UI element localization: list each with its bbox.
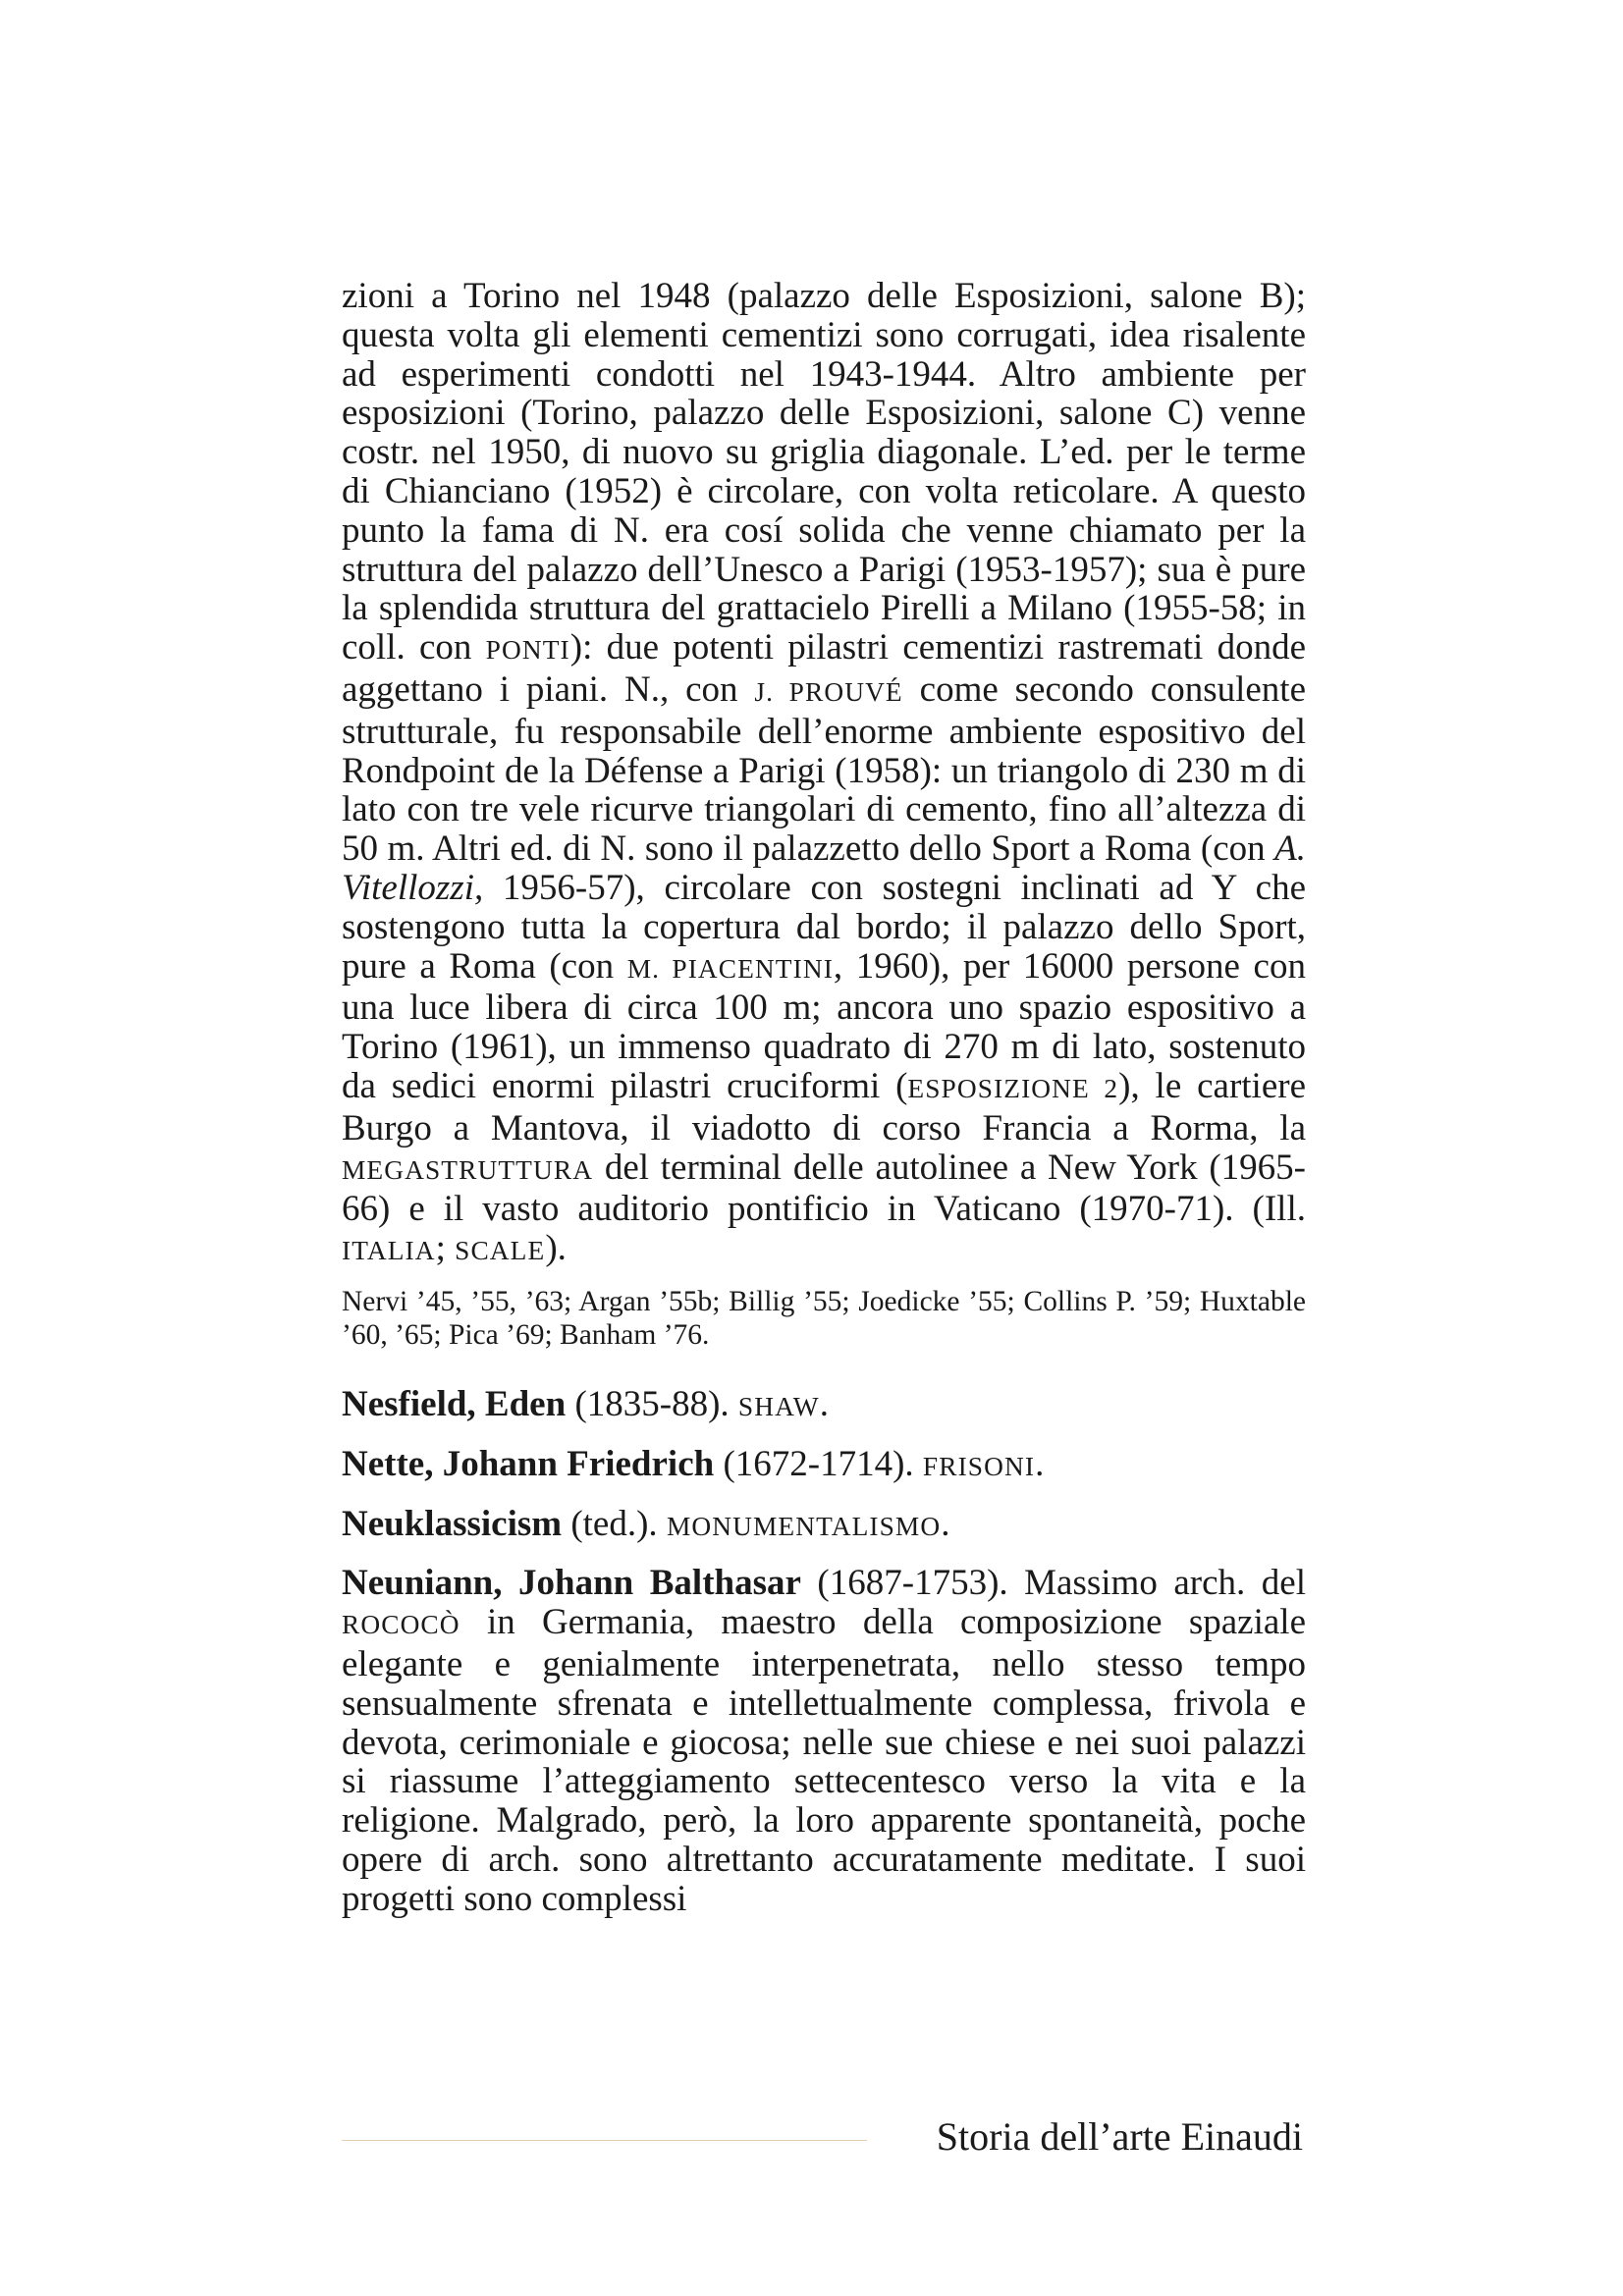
nervi-text-8: ; (435, 1228, 456, 1269)
entry-tail: . (1035, 1443, 1045, 1484)
entry-dates: (ted.). (562, 1503, 667, 1544)
nervi-text-1: zioni a Torino nel 1948 (palazzo delle Esposizioni, salone B); questa volta gli elementi cementizi sono corrugati, idea risalente ad esperimenti condotti nel 1943-1944. Altro ambiente per esposizioni (Torino, palazzo delle Esposizioni, salone C) venne costr. nel 1950, di nuovo su griglia diagonale. L’ed. per le terme di Chianciano (1952) è circolare, con volta reticolare. A questo punto la fama di N. era cosí solida che venne chiamato per la struttura del palazzo dell’Unesco a Parigi (1953-1957); sua è pure la splendida struttura del grattacielo Pirelli a Milano (1955-58; in coll. con (342, 276, 1306, 668)
neumann-text-1: (1687-1753). Massimo arch. del (800, 1563, 1306, 1604)
cross-ref-prouve[interactable]: J. PROUVÉ (754, 676, 903, 707)
footer-publisher: Storia dell’arte Einaudi (936, 2114, 1303, 2159)
cross-ref-ponti[interactable]: PONTI (485, 635, 570, 666)
nervi-text-3: come secondo consulente strutturale, fu responsabile dell’enorme ambiente espositivo del Rondpoint de la Défense a Parigi (1958): un triangolo di 230 m di lato con tre vele ricurve triangolari di cemento, fino all’altezza di 50 m. Altri ed. di N. sono il palazzetto dello Sport a Roma (con (342, 668, 1307, 870)
headword: Neuklassicism (342, 1503, 563, 1544)
cross-ref-megastruttura[interactable]: MEGASTRUTTURA (342, 1154, 594, 1185)
entry-dates: (1835-88). (566, 1383, 738, 1424)
cross-ref-rococo[interactable]: ROCOCÒ (342, 1610, 460, 1640)
nervi-text-7: del terminal delle autolinee a New York (1965-66) e il vasto auditorio pontificio in Vaticano (1970-71). (Ill. (342, 1147, 1306, 1230)
neumann-text-2: in Germania, maestro della composizione spaziale elegante e genialmente interpenetrata, nello stesso tempo sensualmente sfrenata e intellettualmente complessa, frivola e devota, cerimoniale e giocosa; nelle sue chiese e nei suoi palazzi si riassume l’atteggiamento settecentesco verso la vita e la religione. Malgrado, però, la loro apparente spontaneità, poche opere di arch. sono altrettanto accuratamente meditate. I suoi progetti sono complessi (342, 1602, 1306, 1919)
headword: Neuniann, Johann Balthasar (342, 1563, 801, 1604)
headword: Nesfield, Eden (342, 1383, 567, 1424)
nervi-text-9: ). (545, 1228, 567, 1269)
nervi-entry-continuation (342, 277, 1306, 1271)
entry-neuklassicism (342, 1505, 1306, 1547)
headword: Nette, Johann Friedrich (342, 1443, 715, 1484)
cross-ref-scale[interactable]: SCALE (455, 1236, 546, 1266)
entry-nesfield (342, 1385, 1306, 1427)
entry-dates: (1672-1714). (714, 1443, 923, 1484)
entry-tail: . (941, 1503, 950, 1544)
nervi-text-6: ), le cartiere Burgo a Mantova, il viadotto di corso Francia a Rorma, la (342, 1065, 1306, 1148)
nervi-text-4: 1956-57), circolare con sostegni inclinati ad Y che sostengono tutta la copertura dal bordo; il palazzo dello Sport, pure a Roma (con (342, 867, 1306, 987)
cross-ref-monumentalismo[interactable]: MONUMENTALISMO (666, 1511, 942, 1541)
cross-ref-piacentini[interactable]: M. PIACENTINI (626, 953, 834, 984)
footer-rule (342, 2140, 867, 2141)
entry-neumann (342, 1564, 1306, 1918)
nervi-bibliography: Nervi ’45, ’55, ’63; Argan ’55b; Billig ’55; Joedicke ’55; Collins P. ’59; Huxtable ’60, ’65; Pica ’69; Banham ’76. (342, 1285, 1306, 1351)
text-column (342, 277, 1306, 1918)
entry-nette (342, 1445, 1306, 1487)
nervi-text-5: , 1960), per 16000 persone con una luce libera di circa 100 m; ancora uno spazio espositivo a Torino (1961), un immenso quadrato di 270 m di lato, sostenuto da sedici enormi pilastri cruciformi ( (342, 945, 1306, 1106)
cross-ref-italia[interactable]: ITALIA (342, 1236, 436, 1266)
italic-vitellozzi: A. Vitellozzi, (342, 828, 1306, 908)
nervi-text-2: ): due potenti pilastri cementizi rastremati donde aggettano i piani. N., con (342, 627, 1306, 710)
entry-tail: . (819, 1383, 829, 1424)
cross-ref-shaw[interactable]: SHAW (737, 1391, 820, 1421)
cross-ref-frisoni[interactable]: FRISONI (922, 1451, 1036, 1481)
cross-ref-esposizione[interactable]: ESPOSIZIONE 2 (907, 1073, 1119, 1103)
